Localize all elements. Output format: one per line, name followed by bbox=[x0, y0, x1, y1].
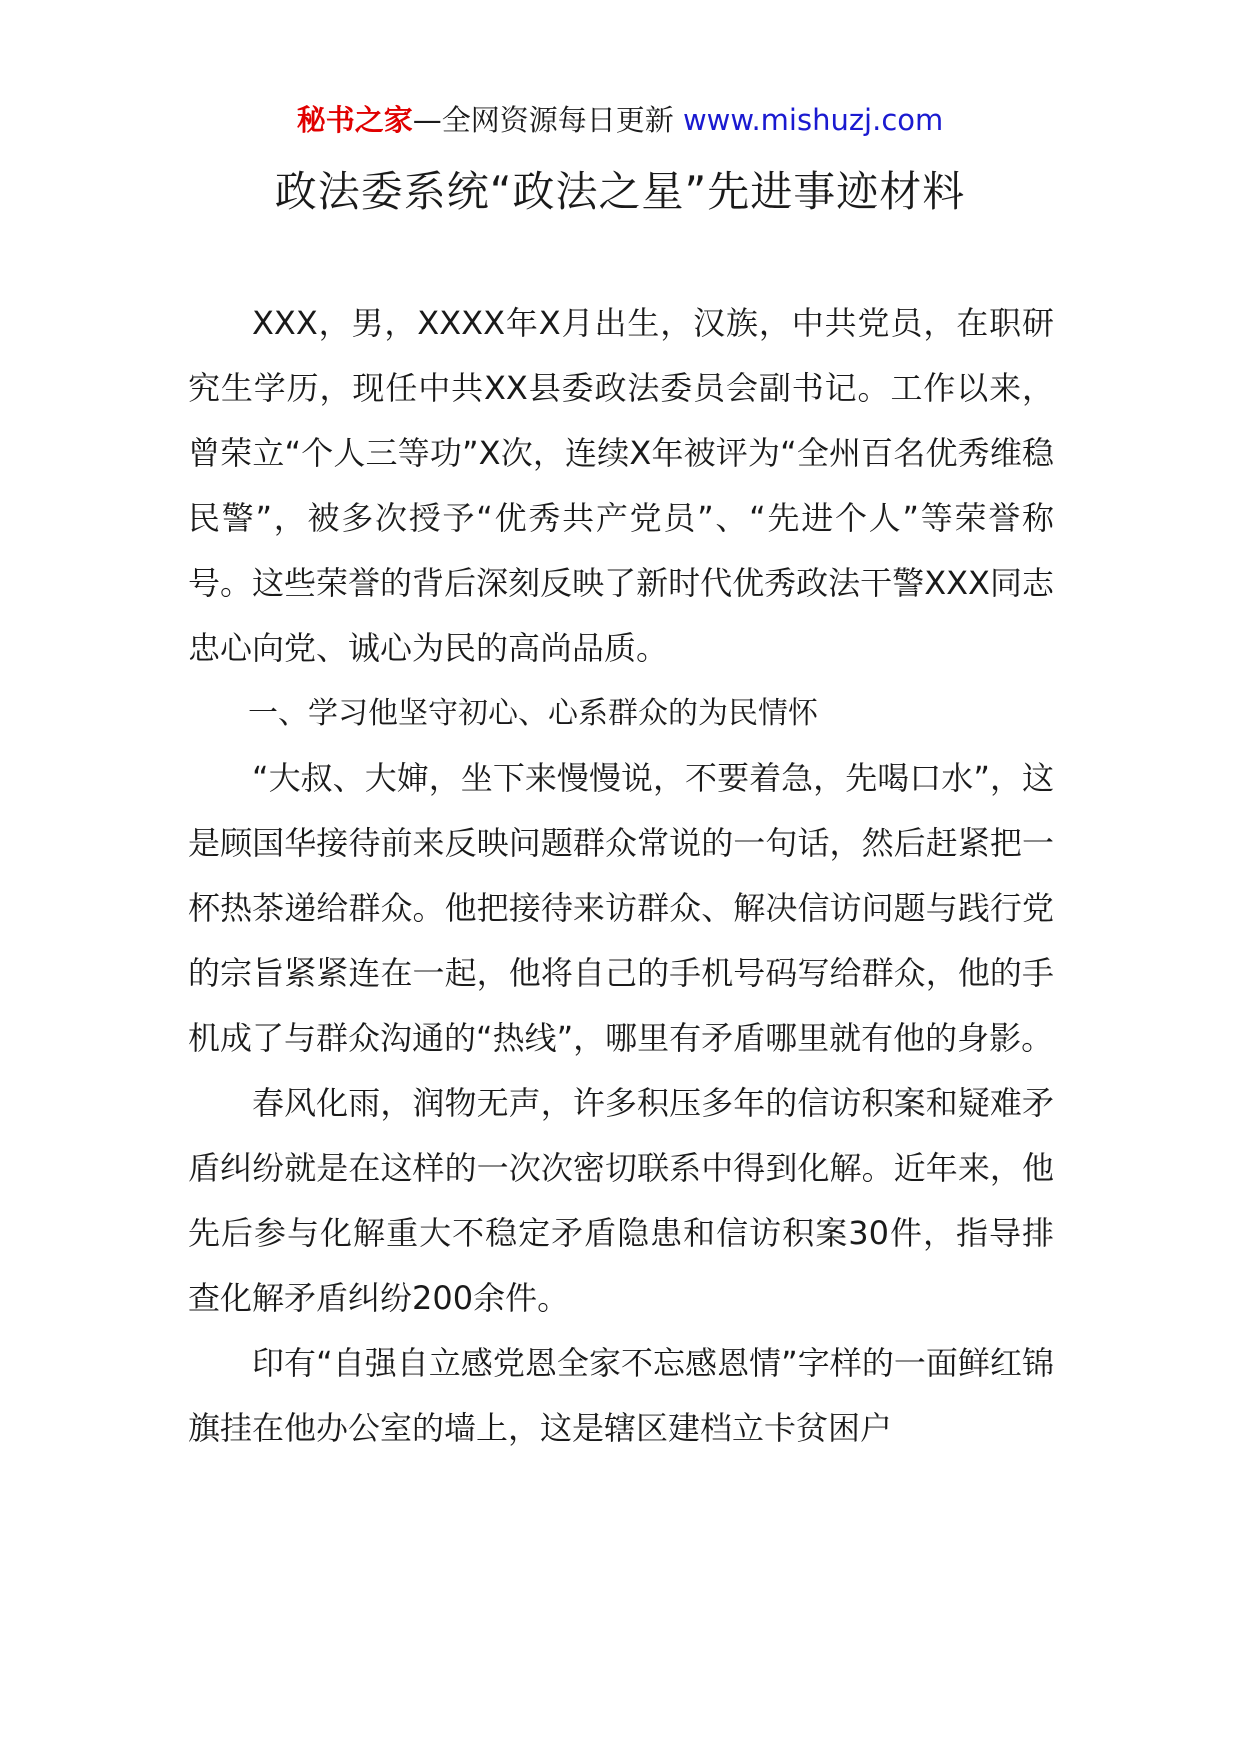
paragraph-reception: “大叔、大婶，坐下来慢慢说，不要着急，先喝口水”，这是顾国华接待前来反映问题群众常说的一句话，然后赶紧把一杯热茶递给群众。他把接待来访群众、解决信访问题与践行党的宗旨紧紧连在一起，他将自己的手机号码写给群众，他的手机成了与群众沟通的“热线”，哪里有矛盾哪里就有他的身影。 bbox=[188, 759, 1054, 1057]
document-body bbox=[188, 291, 1054, 1461]
paragraph-results: 春风化雨，润物无声，许多积压多年的信访积案和疑难矛盾纠纷就是在这样的一次次密切联系中得到化解。近年来，他先后参与化解重大不稳定矛盾隐患和信访积案30件，指导排查化解矛盾纠纷200余件。 bbox=[188, 1084, 1054, 1317]
site-url-link[interactable]: www.mishuzj.com bbox=[682, 103, 944, 137]
section-heading-1: 一、学习他坚守初心、心系群众的为民情怀 bbox=[248, 696, 818, 731]
paragraph-banner: 印有“自强自立感党恩全家不忘感恩情”字样的一面鲜红锦旗挂在他办公室的墙上，这是辖区建档立卡贫困户 bbox=[188, 1344, 1054, 1447]
header-slogan: —全网资源每日更新 bbox=[412, 103, 674, 137]
document-title: 政法委系统“政法之星”先进事迹材料 bbox=[274, 167, 966, 216]
paragraph-intro: XXX，男，XXXX年X月出生，汉族，中共党员，在职研究生学历，现任中共XX县委政法委员会副书记。工作以来，曾荣立“个人三等功”X次，连续X年被评为“全州百名优秀维稳民警”，被多次授予“优秀共产党员”、“先进个人”等荣誉称号。这些荣誉的背后深刻反映了新时代优秀政法干警XXX同志忠心向党、诚心为民的高尚品质。 bbox=[188, 304, 1054, 667]
brand-name: 秘书之家 bbox=[296, 103, 413, 137]
site-header bbox=[0, 100, 1240, 140]
